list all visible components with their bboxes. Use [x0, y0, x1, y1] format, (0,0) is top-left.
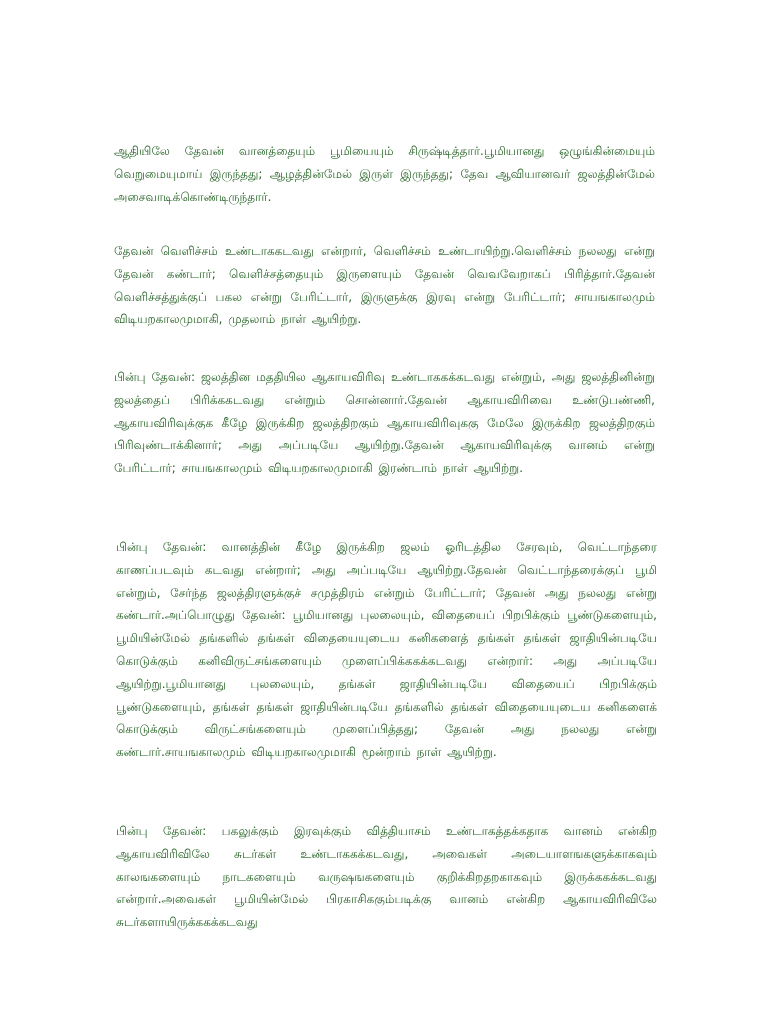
paragraph-1: ஆதியிலே தேவன் வானத்தையும் பூமியையும் சிருஷ்டித்தார்.பூமியானது ஒழுங்கின்மையும் வெறுமையுமாய் இருந்தது; ஆழத்தின்மேல் இருள் இருந்தது; தேவ ஆவியானவர் ஜலத்தின்மேல் அசைவாடிக்கொண்டிருந்தார்.	[114, 144, 655, 204]
paragraph-2: தேவன் வெளிச்சம் உண்டாககடவது என்றார், வெளிச்சம் உண்டாயிற்று.வெளிச்சம் நலலது என்று தேவன் கண்டார்; வெளிச்சத்தையும் இருளையும் தேவன் வெவவேறாகப் பிரித்தார்.தேவன் வெளிச்சத்துக்குப் பகல என்று பேரிட்டார், இருளுக்கு இரவு என்று பேரிட்டார்; சாயஙகாலமும் விடியறகாலமுமாகி, முதலாம் நாள் ஆயிற்று.	[114, 244, 655, 327]
paragraph-5: பின்பு தேவன்: பகலுக்கும் இரவுக்கும் வித்தியாசம் உண்டாகத்தக்கதாக வானம் என்கிற ஆகாயவிரிவிலே சுடர்கள் உண்டாககக்கடவது, அவைகள் அடையாளஙகளுக்காகவும் காலஙகளையும் நாடகளையும் வருஷஙகளையும் குறிக்கிறதறகாகவும் இருக்ககக்கடவது என்றார்.அவைகள் பூமியின்மேல் பிரகாசிககும்படிக்கு வானம் என்கிற ஆகாயவிரிவிலே சுடர்களாயிருக்ககக்கடவது	[116, 824, 657, 930]
paragraph-3: பின்பு தேவன்: ஜலத்தின மததியில ஆகாயவிரிவு உண்டாககக்கடவது என்றும், அது ஜலத்தினின்று ஜலத்தைப் பிரிக்ககடவது என்றும் சொன்னார்.தேவன் ஆகாயவிரிவை உண்டுபண்ணி, ஆகாயவிரிவுக்குக கீழே இருக்கிற ஜலத்திறகும் ஆகாயவிரிவுககு மேலே இருக்கிற ஜலத்திறகும் பிரிவுண்டாக்கினார்; அது அப்படியே ஆயிற்று.தேவன் ஆகாயவிரிவுக்கு வானம் என்று பேரிட்டார்; சாயஙகாலமும் விடியறகாலமுமாகி இரண்டாம் நாள் ஆயிற்று.	[114, 370, 655, 476]
paragraph-4: பின்பு தேவன்: வானத்தின் கீழே இருக்கிற ஜலம் ஓரிடத்தில சேரவும், வெட்டாந்தரை காணப்படவும் கடவது என்றார்; அது அப்படியே ஆயிற்று.தேவன் வெட்டாந்தரைக்குப் பூமி என்றும், சேர்ந்த ஜலத்திரளுக்குச் சமுத்திரம் என்றும் பேரிட்டார்; தேவன் அது நலலது என்று கண்டார்.அப்பொழுது தேவன்: பூமியானது புலலையும், விதையைப் பிறபிக்கும் பூண்டுகளையும், பூமியின்மேல் தங்களில் தங்கள் விதையையுடைய கனிகளைத் தங்கள் தங்கள் ஜாதியின்படியே கொடுக்கும் கனிவிருட்சங்களையும் முளைப்பிக்ககக்கடவது என்றார்: அது அப்படியே ஆயிற்று.பூமியானது புலலையும், தங்கள் ஜாதியின்படியே விதையைப் பிறபிக்கும் பூண்டுகளையும், தங்கள் தங்கள் ஜாதியின்படியே தங்களில் தங்கள் விதையையுடைய கனிகளைக் கொடுக்கும் விருட்சங்களையும் முளைப்பித்தது; தேவன் அது நலலது என்று கண்டார்.சாயஙகாலமும் விடியறகாலமுமாகி மூன்றாம் நாள் ஆயிற்று.	[116, 540, 657, 760]
